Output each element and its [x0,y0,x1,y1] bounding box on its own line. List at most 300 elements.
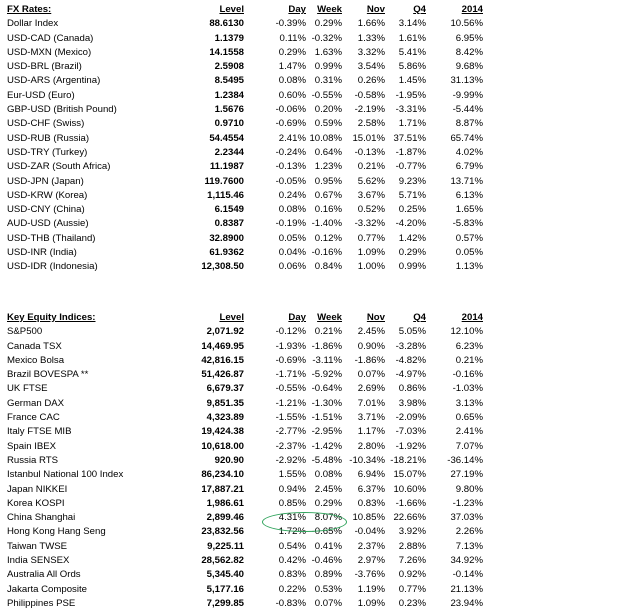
week-change: 0.07% [314,597,342,609]
nov-change: -1.86% [354,354,385,366]
q4-change: 0.77% [398,583,426,595]
column-header-week: Week [317,4,342,15]
row-name: Italy FTSE MIB [7,426,72,438]
level-value: 28,562.82 [201,555,244,567]
ytd-change: 7.07% [455,440,483,452]
row-name: UK FTSE [7,383,48,395]
level-value: 920.90 [214,454,244,466]
fx-rate-row [7,17,483,31]
row-name: AUD-USD (Aussie) [7,218,89,230]
row-name: Eur-USD (Euro) [7,89,75,101]
q4-change: -4.20% [395,218,426,230]
q4-change: -7.03% [395,426,426,438]
fx-rate-row [7,246,483,260]
day-change: -2.77% [275,426,306,438]
fx-rate-row [7,217,483,231]
fx-rate-row [7,46,483,60]
nov-change: -2.19% [354,104,385,116]
nov-change: -3.32% [354,218,385,230]
q4-change: 3.98% [398,397,426,409]
q4-change: 9.23% [398,175,426,187]
row-name: USD-TRY (Turkey) [7,146,88,158]
day-change: 0.94% [278,483,306,495]
ytd-change: -0.14% [452,569,483,581]
week-change: -1.30% [311,397,342,409]
fx-rate-row [7,260,483,274]
day-change: -0.06% [275,104,306,116]
nov-change: 0.83% [357,497,385,509]
ytd-change: 65.74% [450,132,483,144]
level-value: 6,679.37 [206,383,244,395]
row-name: Spain IBEX [7,440,57,452]
week-change: 0.64% [314,146,342,158]
day-change: -1.71% [275,369,306,381]
q4-change: 1.42% [398,232,426,244]
ytd-change: 4.02% [455,146,483,158]
level-value: 88.6130 [209,18,244,30]
day-change: 0.06% [278,261,306,273]
fx-rate-row [7,60,483,74]
week-change: 0.29% [314,18,342,30]
day-change: 0.08% [278,204,306,216]
level-value: 1,115.46 [207,189,244,201]
nov-change: 2.80% [357,440,385,452]
day-change: -0.55% [275,383,306,395]
level-value: 2,071.92 [206,326,244,338]
fx-rates-table [7,3,483,275]
ytd-change: 0.65% [455,412,483,424]
level-value: 7,299.85 [206,597,244,609]
equity-index-row [7,483,483,497]
day-change: -2.92% [275,454,306,466]
nov-change: 3.32% [357,46,385,58]
nov-change: 0.26% [357,75,385,87]
q4-change: -3.31% [395,104,426,116]
nov-change: -10.34% [349,454,385,466]
equity-index-row [7,568,483,582]
nov-change: 1.09% [357,247,385,259]
row-name: USD-ARS (Argentina) [7,75,101,87]
week-change: -5.48% [311,454,342,466]
day-change: -1.21% [275,397,306,409]
nov-change: 5.62% [357,175,385,187]
week-change: -5.92% [311,369,342,381]
day-change: 0.08% [278,75,306,87]
nov-change: 2.97% [357,555,385,567]
week-change: 0.41% [314,540,342,552]
fx-rate-row [7,146,483,160]
equity-index-row [7,597,483,611]
equity-header-row [7,311,483,325]
day-change: -0.12% [275,326,306,338]
level-value: 9,851.35 [206,397,244,409]
week-change: 0.99% [314,61,342,73]
column-header-day: Day [288,312,306,323]
nov-change: 1.09% [357,597,385,609]
nov-change: 3.54% [357,61,385,73]
level-value: 19,424.38 [201,426,244,438]
level-value: 42,816.15 [201,354,244,366]
level-value: 14,469.95 [201,340,244,352]
equity-index-row [7,325,483,339]
week-change: -0.16% [311,247,342,259]
nov-change: 3.71% [357,412,385,424]
day-change: -1.55% [275,412,306,424]
row-name: Australia All Ords [7,569,81,581]
level-value: 4,323.89 [206,412,244,424]
nov-change: 2.37% [357,540,385,552]
ytd-change: 9.80% [455,483,483,495]
day-change: -0.69% [275,354,306,366]
day-change: -0.05% [275,175,306,187]
level-value: 5,345.40 [206,569,244,581]
level-value: 2.5908 [214,61,244,73]
q4-change: 7.26% [398,555,426,567]
level-value: 1,986.61 [206,497,244,509]
level-value: 119.7600 [204,175,244,187]
q4-change: -3.28% [395,340,426,352]
week-change: 2.45% [314,483,342,495]
ytd-change: -9.99% [452,89,483,101]
day-change: 0.60% [278,89,306,101]
row-name: Japan NIKKEI [7,483,68,495]
nov-change: 1.33% [357,32,385,44]
row-name: USD-KRW (Korea) [7,189,88,201]
level-value: 12,308.50 [201,261,244,273]
row-name: German DAX [7,397,65,409]
q4-change: 1.61% [398,32,426,44]
equity-index-row [7,540,483,554]
ytd-change: 37.03% [450,512,483,524]
equity-index-row [7,411,483,425]
equity-index-row [7,440,483,454]
ytd-change: -36.14% [447,454,483,466]
q4-change: -0.77% [395,161,426,173]
level-value: 8.5495 [214,75,244,87]
equity-indices-table [7,311,483,611]
nov-change: 15.01% [352,132,385,144]
q4-change: 0.23% [398,597,426,609]
level-value: 32.8900 [209,232,244,244]
day-change: 0.42% [278,555,306,567]
equity-index-row [7,554,483,568]
q4-change: 2.88% [398,540,426,552]
q4-change: 5.86% [398,61,426,73]
nov-change: 0.90% [357,340,385,352]
row-name: USD-BRL (Brazil) [7,61,82,73]
week-change: -0.64% [311,383,342,395]
row-name: Korea KOSPI [7,497,65,509]
level-value: 2,899.46 [206,512,244,524]
column-header-2014: 2014 [461,4,483,15]
equity-index-row [7,397,483,411]
week-change: 0.21% [314,326,342,338]
ytd-change: 8.42% [455,46,483,58]
ytd-change: 21.13% [450,583,483,595]
equity-index-row [7,511,483,525]
q4-change: 5.05% [398,326,426,338]
fx-rate-row [7,117,483,131]
week-change: -1.51% [311,412,342,424]
nov-change: -0.13% [354,146,385,158]
day-change: 0.04% [278,247,306,259]
ytd-change: 1.13% [455,261,483,273]
day-change: 2.41% [278,132,306,144]
q4-change: 0.99% [398,261,426,273]
level-value: 0.8387 [214,218,244,230]
row-name: S&P500 [7,326,43,338]
q4-change: 3.14% [398,18,426,30]
ytd-change: 2.26% [455,526,483,538]
row-name: Russia RTS [7,454,59,466]
row-name: Dollar Index [7,18,59,30]
nov-change: 2.58% [357,118,385,130]
row-name: USD-MXN (Mexico) [7,46,92,58]
column-header-day: Day [288,4,306,15]
row-name: China Shanghai [7,512,76,524]
fx-rate-row [7,232,483,246]
ytd-change: -1.23% [452,497,483,509]
row-name: Jakarta Composite [7,583,87,595]
row-name: Hong Kong Hang Seng [7,526,106,538]
ytd-change: 6.95% [455,32,483,44]
level-value: 1.2384 [214,89,244,101]
row-name: Taiwan TWSE [7,540,68,552]
q4-change: -1.95% [395,89,426,101]
column-header-nov: Nov [366,312,385,323]
level-value: 17,887.21 [201,483,244,495]
week-change: 1.63% [314,46,342,58]
ytd-change: 8.87% [455,118,483,130]
day-change: -0.83% [275,597,306,609]
day-change: 1.72% [278,526,306,538]
day-change: 1.47% [278,61,306,73]
q4-change: -4.82% [395,354,426,366]
week-change: -0.55% [311,89,342,101]
week-change: 0.95% [314,175,342,187]
nov-change: 1.19% [357,583,385,595]
day-change: -0.19% [275,218,306,230]
q4-change: 22.66% [393,512,426,524]
equity-index-row [7,454,483,468]
ytd-change: 6.13% [455,189,483,201]
nov-change: -0.58% [354,89,385,101]
level-value: 54.4554 [209,132,244,144]
equity-index-row [7,368,483,382]
week-change: 10.08% [309,132,342,144]
nov-change: 0.07% [357,369,385,381]
week-change: -0.32% [311,32,342,44]
equity-index-row [7,468,483,482]
day-change: 0.24% [278,189,306,201]
row-name: Mexico Bolsa [7,354,65,366]
nov-change: -0.04% [354,526,385,538]
ytd-change: 23.94% [450,597,483,609]
ytd-change: 34.92% [450,555,483,567]
nov-change: 1.17% [357,426,385,438]
day-change: -0.24% [275,146,306,158]
nov-change: 1.00% [357,261,385,273]
day-change: -2.37% [275,440,306,452]
week-change: 0.59% [314,118,342,130]
level-value: 6.1549 [214,204,244,216]
week-change: -3.11% [312,354,342,366]
day-change: -0.13% [275,161,306,173]
ytd-change: 3.13% [455,397,483,409]
nov-change: 2.45% [357,326,385,338]
week-change: -0.46% [311,555,342,567]
level-value: 86,234.10 [201,469,244,481]
level-value: 10,618.00 [201,440,244,452]
fx-header-row [7,3,483,17]
week-change: 0.29% [314,497,342,509]
level-value: 1.1379 [214,32,244,44]
ytd-change: -0.16% [452,369,483,381]
row-name: GBP-USD (British Pound) [7,104,117,116]
row-name: USD-CAD (Canada) [7,32,94,44]
ytd-change: 12.10% [450,326,483,338]
nov-change: 6.94% [357,469,385,481]
day-change: 0.05% [278,232,306,244]
row-name: USD-CHF (Swiss) [7,118,85,130]
column-header-q4: Q4 [413,312,426,323]
q4-change: 5.71% [398,189,426,201]
row-name: USD-THB (Thailand) [7,232,96,244]
q4-change: 37.51% [393,132,426,144]
column-header-nov: Nov [366,4,385,15]
equity-section-title: Key Equity Indices: [7,312,96,323]
ytd-change: -1.03% [452,383,483,395]
level-value: 61.9362 [209,247,244,259]
day-change: 1.55% [278,469,306,481]
level-value: 0.9710 [214,118,244,130]
q4-change: -1.92% [395,440,426,452]
level-value: 23,832.56 [201,526,244,538]
ytd-change: 7.13% [455,540,483,552]
ytd-change: 10.56% [450,18,483,30]
q4-change: 5.41% [398,46,426,58]
column-header-level: Level [219,4,244,15]
week-change: 0.20% [314,104,342,116]
ytd-change: 6.23% [455,340,483,352]
column-header-q4: Q4 [413,4,426,15]
column-header-2014: 2014 [461,312,483,323]
q4-change: -4.97% [395,369,426,381]
ytd-change: 1.65% [455,204,483,216]
day-change: 0.85% [278,497,306,509]
ytd-change: 0.05% [455,247,483,259]
fx-rate-row [7,132,483,146]
week-change: -1.86% [311,340,342,352]
row-name: USD-CNY (China) [7,204,85,216]
q4-change: 10.60% [393,483,426,495]
q4-change: 0.86% [398,383,426,395]
week-change: 0.08% [314,469,342,481]
equity-index-row [7,497,483,511]
nov-change: 0.52% [357,204,385,216]
fx-rate-row [7,175,483,189]
week-change: 0.84% [314,261,342,273]
level-value: 1.5676 [214,104,244,116]
equity-index-row [7,340,483,354]
day-change: -0.69% [275,118,306,130]
level-value: 5,177.16 [206,583,244,595]
column-header-level: Level [219,312,244,323]
ytd-change: -5.83% [452,218,483,230]
q4-change: -1.87% [395,146,426,158]
q4-change: 0.25% [398,204,426,216]
week-change: 8.07% [314,512,342,524]
ytd-change: -5.44% [452,104,483,116]
row-name: Istanbul National 100 Index [7,469,124,481]
week-change: 0.53% [314,583,342,595]
week-change: 0.12% [314,232,342,244]
week-change: -2.95% [311,426,342,438]
day-change: 0.54% [278,540,306,552]
level-value: 9,225.11 [207,540,244,552]
fx-rate-row [7,74,483,88]
week-change: 0.31% [314,75,342,87]
fx-rate-row [7,103,483,117]
q4-change: 1.45% [398,75,426,87]
week-change: -1.40% [311,218,342,230]
day-change: 0.11% [279,32,306,44]
ytd-change: 6.79% [455,161,483,173]
equity-index-row [7,382,483,396]
q4-change: 0.29% [398,247,426,259]
level-value: 11.1987 [209,161,244,173]
fx-rate-row [7,160,483,174]
equity-index-row [7,583,483,597]
row-name: Brazil BOVESPA ** [7,369,89,381]
q4-change: 1.71% [398,118,426,130]
week-change: 0.16% [314,204,342,216]
ytd-change: 2.41% [455,426,483,438]
row-name: USD-INR (India) [7,247,77,259]
day-change: 4.31% [278,512,306,524]
ytd-change: 9.68% [455,61,483,73]
q4-change: -2.09% [395,412,426,424]
q4-change: 15.07% [393,469,426,481]
row-name: Philippines PSE [7,597,76,609]
fx-rate-row [7,32,483,46]
fx-rate-row [7,203,483,217]
fx-rate-row [7,89,483,103]
ytd-change: 0.57% [455,232,483,244]
row-name: USD-RUB (Russia) [7,132,90,144]
q4-change: 3.92% [398,526,426,538]
q4-change: -1.66% [395,497,426,509]
week-change: -1.42% [311,440,342,452]
nov-change: 6.37% [357,483,385,495]
nov-change: 1.66% [357,18,385,30]
day-change: 0.29% [278,46,306,58]
level-value: 2.2344 [214,146,244,158]
fx-section-title: FX Rates: [7,4,52,15]
week-change: 1.23% [314,161,342,173]
row-name: Canada TSX [7,340,62,352]
week-change: 0.67% [314,189,342,201]
equity-index-row [7,525,483,539]
day-change: 0.22% [278,583,306,595]
row-name: USD-ZAR (South Africa) [7,161,111,173]
ytd-change: 0.21% [455,354,483,366]
nov-change: 2.69% [357,383,385,395]
row-name: India SENSEX [7,555,70,567]
row-name: USD-IDR (Indonesia) [7,261,98,273]
week-change: 0.89% [314,569,342,581]
level-value: 14.1558 [209,46,244,58]
